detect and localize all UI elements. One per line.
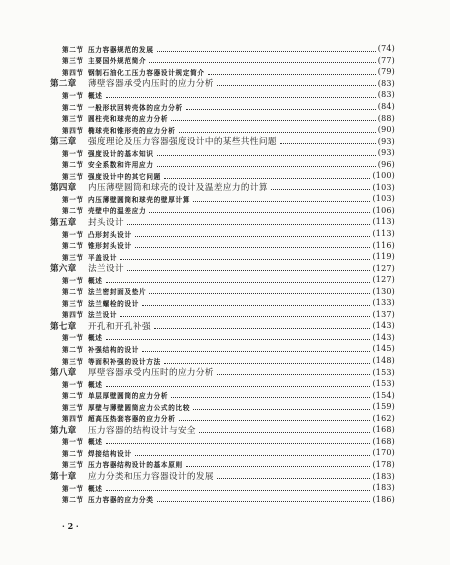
toc-section-row (50, 170, 395, 182)
chapter-number: 第九章 (50, 425, 77, 436)
page-reference: (183) (372, 483, 395, 493)
page-reference: (84) (377, 102, 395, 111)
toc-section-row (50, 55, 395, 67)
toc-chapter-row (50, 216, 395, 228)
dot-leader (149, 61, 375, 63)
section-title: 安全系数和许用应力 (88, 161, 154, 170)
section-title: 法兰螺栓的设计 (88, 299, 140, 308)
dot-leader (157, 165, 376, 167)
toc-section-row (50, 355, 395, 367)
page-reference: (83) (377, 78, 395, 88)
page-reference: (186) (372, 494, 395, 504)
section-title: 概述 (88, 334, 103, 343)
section-number: 第一节 (62, 334, 84, 343)
section-number: 第二节 (62, 45, 84, 54)
chapter-title: 压力容器的结构设计与安全 (88, 425, 196, 436)
toc-section-row (50, 413, 395, 425)
dot-leader (179, 419, 371, 421)
section-number: 第一节 (62, 380, 84, 389)
dot-leader (217, 373, 371, 375)
section-number: 第四节 (62, 126, 84, 135)
dot-leader (157, 500, 371, 502)
chapter-title: 应力分类和压力容器设计的发展 (88, 472, 214, 483)
toc-section-row (50, 112, 395, 124)
page-reference: (119) (372, 252, 395, 262)
section-number: 第三节 (62, 461, 84, 470)
page-reference: (77) (377, 55, 395, 65)
section-number: 第二节 (62, 103, 84, 112)
section-number: 第二节 (62, 392, 84, 401)
page-reference: (168) (372, 436, 395, 446)
section-title: 焊接结构设计 (88, 449, 132, 458)
toc-section-row (50, 309, 395, 321)
chapter-title: 内压薄壁圆筒和球壳的设计及温差应力的计算 (88, 183, 268, 194)
chapter-title: 厚壁容器承受内压时的应力分析 (88, 368, 214, 379)
chapter-number: 第四章 (50, 183, 77, 194)
toc-chapter-row (50, 78, 395, 90)
section-number: 第二节 (62, 345, 84, 354)
page-reference: (133) (372, 298, 395, 308)
section-title: 主要国外规范简介 (88, 57, 147, 66)
section-title: 法兰设计 (88, 311, 118, 320)
toc-section-row (50, 147, 395, 159)
toc-section-row (50, 459, 395, 471)
chapter-title: 薄壁容器承受内压时的应力分析 (88, 79, 214, 90)
page-reference: (153) (372, 379, 395, 389)
section-title: 凸形封头设计 (88, 230, 132, 239)
page-reference: (127) (372, 275, 395, 285)
table-of-contents (50, 43, 395, 505)
section-title: 强度设计中的其它问题 (88, 172, 161, 181)
dot-leader (106, 442, 371, 444)
page-number: · 2 · (62, 521, 79, 531)
toc-section-row (50, 101, 395, 113)
page-reference: (183) (372, 471, 395, 481)
page-reference: (127) (372, 263, 395, 273)
toc-section-row (50, 343, 395, 355)
toc-section-row (50, 193, 395, 205)
toc-section-row (50, 401, 395, 413)
page-reference: (162) (372, 413, 395, 423)
dot-leader (171, 396, 370, 398)
chapter-number: 第十章 (50, 472, 77, 483)
page-reference: (90) (377, 125, 395, 135)
toc-section-row (50, 447, 395, 459)
section-number: 第三节 (62, 299, 84, 308)
dot-leader (120, 315, 370, 317)
section-title: 概述 (88, 380, 103, 389)
section-title: 椭球壳和锥形壳的应力分析 (88, 126, 176, 135)
chapter-title: 强度理论及压力容器强度设计中的某些共性问题 (88, 137, 277, 148)
section-number: 第二节 (62, 207, 84, 216)
chapter-number: 第六章 (50, 264, 77, 275)
page-reference: (145) (372, 344, 395, 354)
page-reference: (79) (377, 67, 395, 77)
dot-leader (164, 362, 371, 364)
dot-leader (149, 211, 370, 213)
page-reference: (93) (377, 136, 395, 146)
page-reference: (113) (372, 229, 395, 239)
dot-leader (186, 465, 371, 467)
section-number: 第三节 (62, 403, 84, 412)
section-title: 一般形状回转壳体的应力分析 (88, 103, 183, 112)
toc-section-row (50, 205, 395, 217)
dot-leader (154, 327, 371, 329)
chapter-title: 封头设计 (88, 217, 124, 228)
section-title: 厚壁与薄壁圆筒应力公式的比较 (88, 403, 191, 412)
page-reference: (137) (372, 309, 395, 319)
page-reference: (130) (372, 286, 395, 296)
chapter-number: 第三章 (50, 137, 77, 148)
toc-section-row (50, 436, 395, 448)
toc-chapter-row (50, 262, 395, 274)
toc-section-row (50, 285, 395, 297)
page-reference: (74) (377, 44, 395, 54)
section-number: 第三节 (62, 172, 84, 181)
dot-leader (135, 246, 371, 248)
page-reference: (116) (372, 240, 395, 250)
toc-chapter-row (50, 135, 395, 147)
toc-section-row (50, 66, 395, 78)
dot-leader (199, 431, 371, 433)
section-title: 概述 (88, 484, 103, 493)
section-title: 压力容器结构设计的基本原则 (88, 461, 183, 470)
toc-section-row (50, 493, 395, 505)
dot-leader (217, 84, 376, 86)
page-reference: (83) (377, 90, 395, 100)
section-title: 圆柱壳和球壳的应力分析 (88, 115, 169, 124)
toc-section-row (50, 274, 395, 286)
section-number: 第三节 (62, 357, 84, 366)
section-title: 概述 (88, 438, 103, 447)
page-reference: (103) (372, 194, 395, 204)
dot-leader (193, 200, 370, 202)
chapter-title: 法兰设计 (88, 264, 124, 275)
section-title: 补强结构的设计 (88, 345, 140, 354)
toc-chapter-row (50, 470, 395, 482)
dot-leader (164, 177, 371, 179)
section-number: 第四节 (62, 415, 84, 424)
page-reference: (96) (377, 159, 395, 169)
page-reference: (148) (372, 356, 395, 366)
dot-leader (271, 188, 371, 190)
section-number: 第一节 (62, 149, 84, 158)
section-number: 第三节 (62, 57, 84, 66)
section-title: 等面积补强的设计方法 (88, 357, 161, 366)
toc-section-row (50, 297, 395, 309)
section-number: 第二节 (62, 496, 84, 505)
chapter-number: 第二章 (50, 79, 77, 90)
chapter-number: 第五章 (50, 217, 77, 228)
toc-section-row (50, 158, 395, 170)
section-title: 钢制石油化工压力容器设计规定简介 (88, 68, 205, 77)
page-reference: (103) (372, 182, 395, 192)
section-title: 锥形封头设计 (88, 242, 132, 251)
section-number: 第一节 (62, 230, 84, 239)
dot-leader (106, 338, 371, 340)
dot-leader (157, 154, 376, 156)
page-reference: (143) (372, 332, 395, 342)
toc-chapter-row (50, 366, 395, 378)
dot-leader (120, 258, 370, 260)
toc-section-row (50, 332, 395, 344)
dot-leader (135, 454, 371, 456)
dot-leader (149, 292, 370, 294)
section-title: 内压薄壁圆筒和球壳的壁厚计算 (88, 195, 191, 204)
page-reference: (100) (372, 171, 395, 181)
page-reference: (168) (372, 425, 395, 435)
section-number: 第三节 (62, 253, 84, 262)
page-reference: (93) (377, 148, 395, 158)
toc-section-row (50, 43, 395, 55)
page-reference: (153) (372, 367, 395, 377)
chapter-number: 第七章 (50, 321, 77, 332)
page-reference: (113) (372, 217, 395, 227)
dot-leader (217, 477, 371, 479)
dot-leader (208, 73, 376, 75)
section-title: 压力容器规范的发展 (88, 45, 154, 54)
section-title: 概述 (88, 276, 103, 285)
dot-leader (142, 350, 370, 352)
section-number: 第二节 (62, 449, 84, 458)
section-title: 超高压热套容器的应力分析 (88, 415, 176, 424)
section-number: 第四节 (62, 68, 84, 77)
dot-leader (127, 269, 371, 271)
section-number: 第一节 (62, 195, 84, 204)
page-reference: (159) (372, 402, 395, 412)
dot-leader (127, 223, 371, 225)
toc-section-row (50, 89, 395, 101)
chapter-number: 第八章 (50, 368, 77, 379)
section-number: 第二节 (62, 288, 84, 297)
dot-leader (157, 50, 376, 52)
toc-chapter-row (50, 320, 395, 332)
section-number: 第四节 (62, 311, 84, 320)
page-reference: (143) (372, 321, 395, 331)
dot-leader (106, 281, 371, 283)
dot-leader (135, 235, 371, 237)
page-reference: (178) (372, 459, 395, 469)
toc-section-row (50, 378, 395, 390)
dot-leader (171, 119, 376, 121)
toc-chapter-row (50, 424, 395, 436)
section-number: 第一节 (62, 438, 84, 447)
section-number: 第二节 (62, 242, 84, 251)
toc-section-row (50, 251, 395, 263)
page-reference: (106) (372, 205, 395, 215)
section-title: 平盖设计 (88, 253, 118, 262)
section-number: 第一节 (62, 484, 84, 493)
dot-leader (186, 108, 376, 110)
dot-leader (193, 408, 370, 410)
section-title: 强度设计的基本知识 (88, 149, 154, 158)
dot-leader (280, 142, 376, 144)
section-number: 第三节 (62, 115, 84, 124)
toc-section-row (50, 228, 395, 240)
toc-section-row (50, 389, 395, 401)
dot-leader (106, 489, 371, 491)
toc-section-row (50, 239, 395, 251)
dot-leader (106, 385, 371, 387)
section-title: 压力容器的应力分类 (88, 496, 154, 505)
section-title: 概述 (88, 91, 103, 100)
section-title: 法兰密封面及垫片 (88, 288, 147, 297)
section-title: 壳壁中的温差应力 (88, 207, 147, 216)
dot-leader (179, 131, 376, 133)
toc-section-row (50, 482, 395, 494)
section-number: 第一节 (62, 91, 84, 100)
dot-leader (142, 304, 370, 306)
dot-leader (106, 96, 376, 98)
section-number: 第一节 (62, 276, 84, 285)
section-title: 单层厚壁圆筒的应力分析 (88, 392, 169, 401)
page-reference: (170) (372, 448, 395, 458)
page-reference: (88) (377, 113, 395, 123)
section-number: 第二节 (62, 161, 84, 170)
chapter-title: 开孔和开孔补强 (88, 321, 151, 332)
page-reference: (154) (372, 390, 395, 400)
toc-chapter-row (50, 182, 395, 194)
toc-section-row (50, 124, 395, 136)
